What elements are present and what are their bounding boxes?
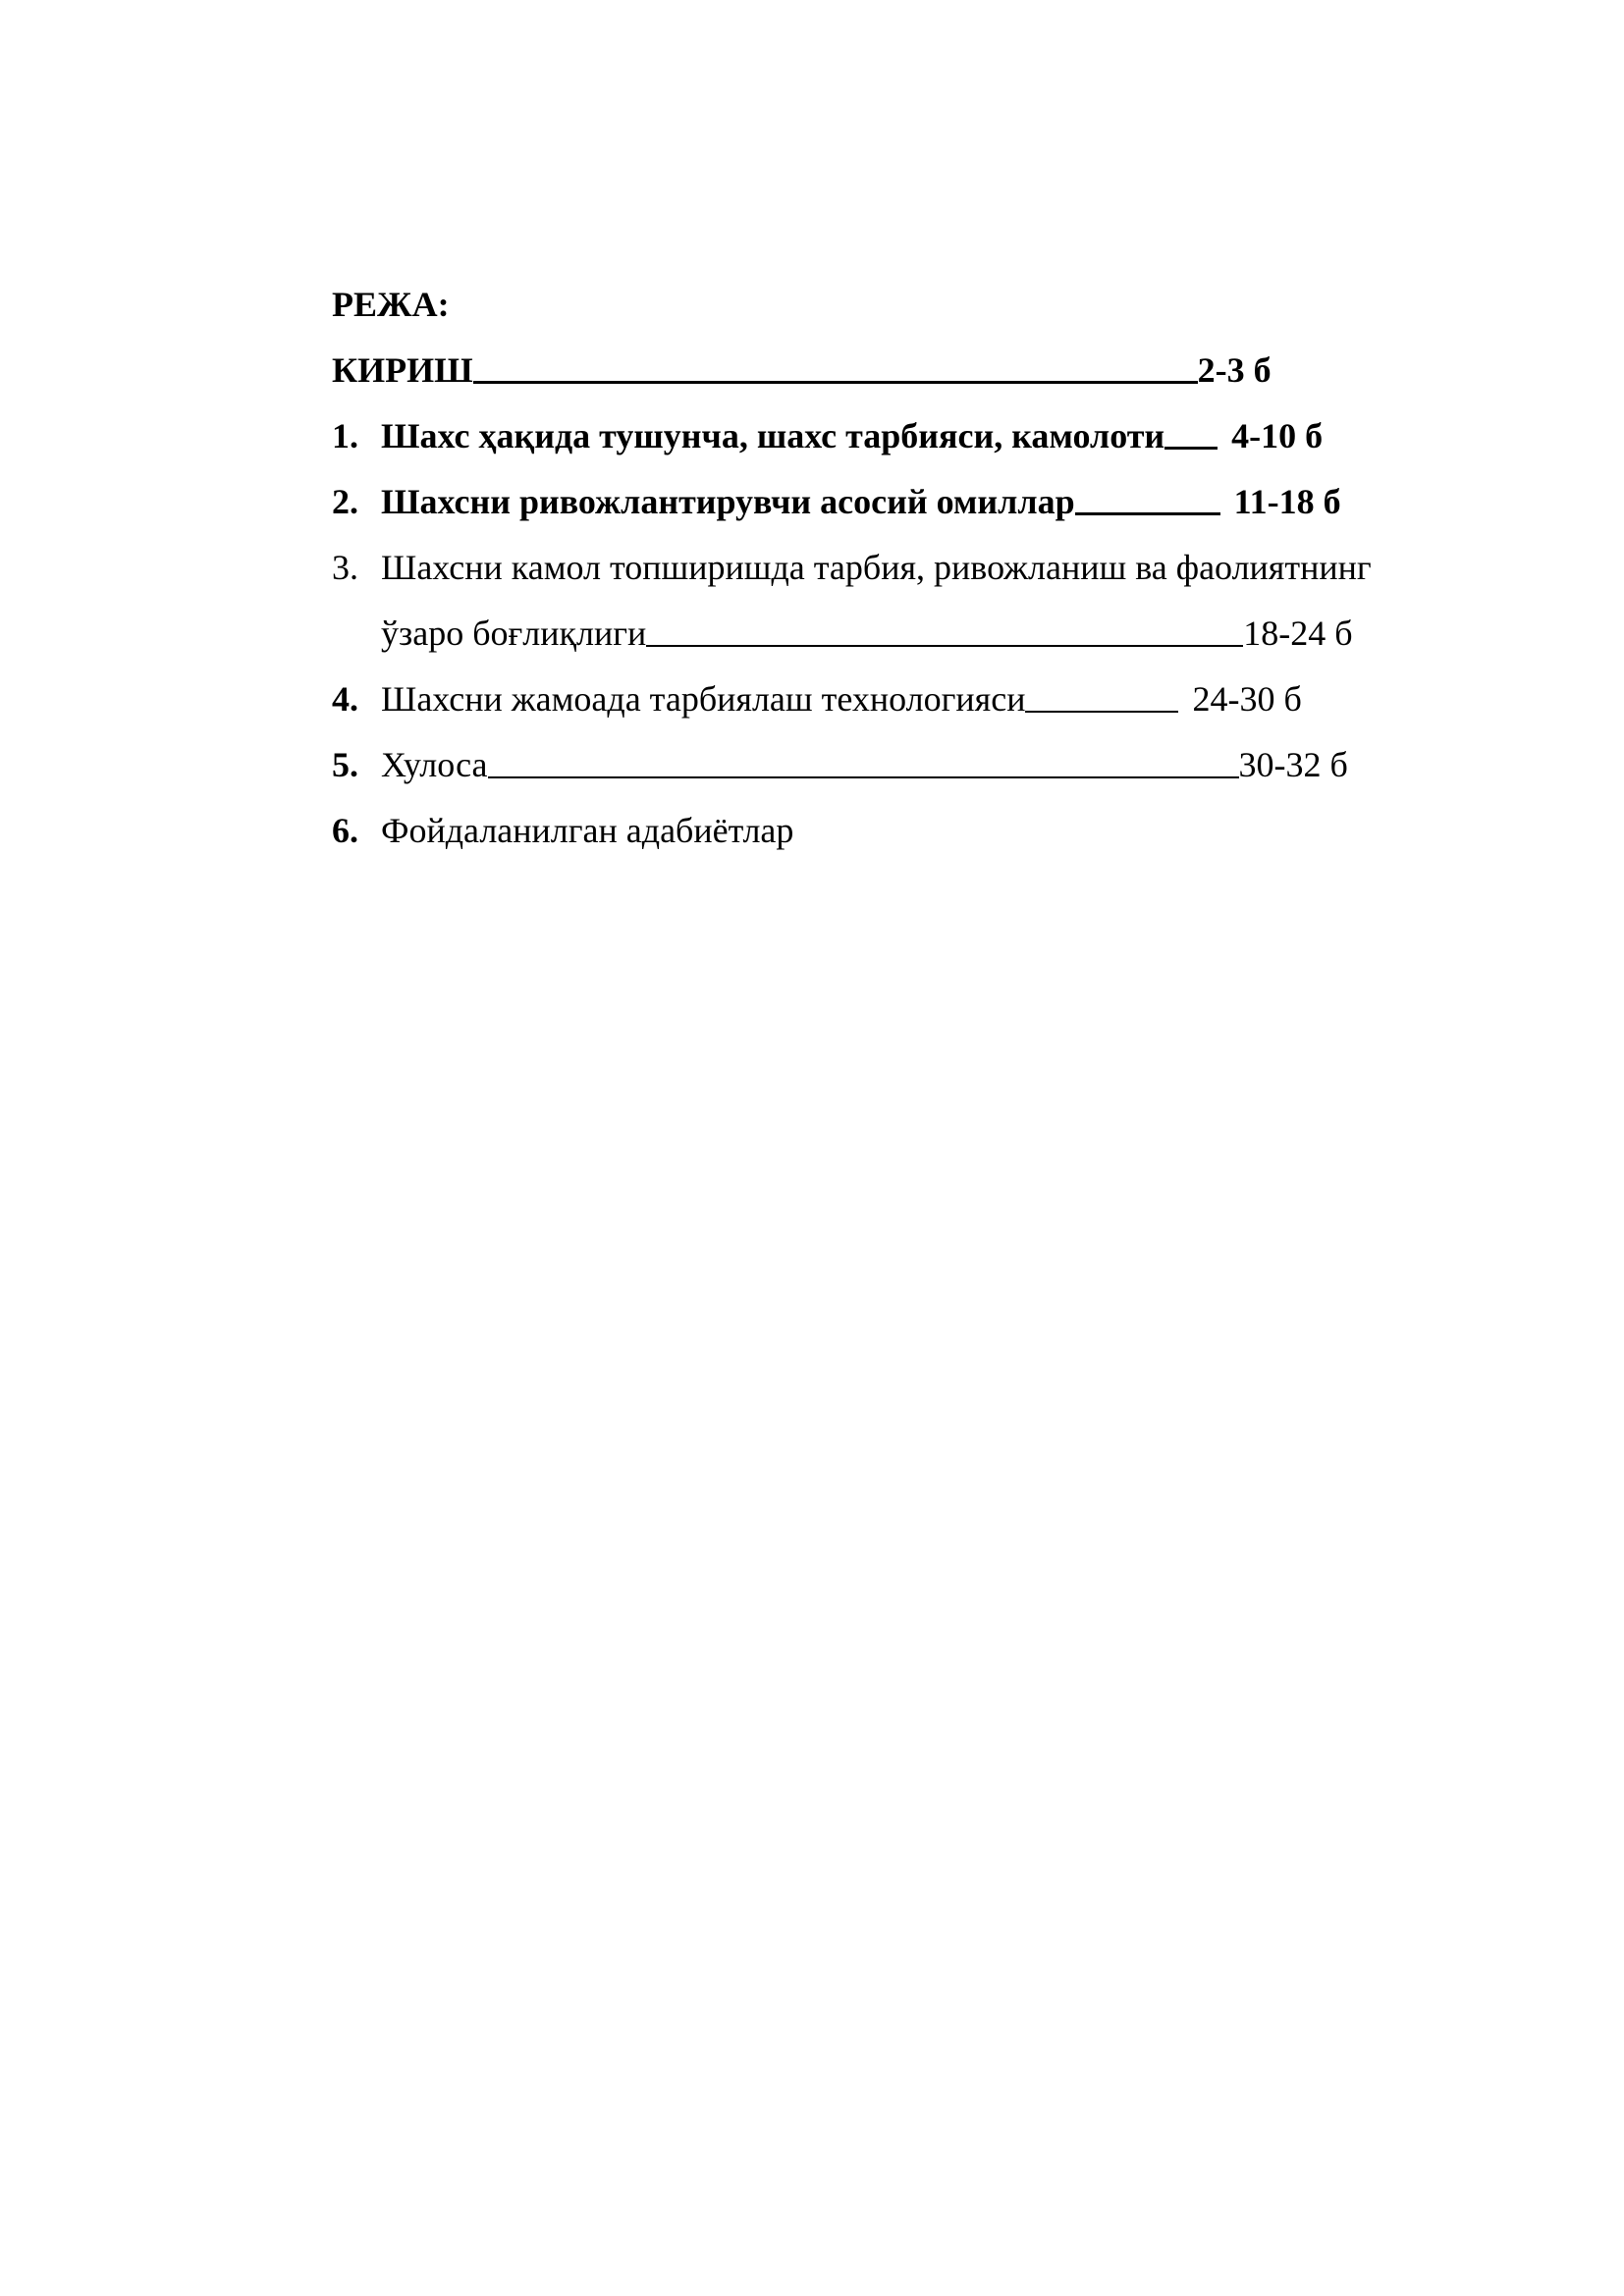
toc-entry-2 bbox=[332, 480, 1500, 523]
toc-entry-pages: 24-30 б bbox=[1192, 679, 1302, 719]
toc-entry-number: 4. bbox=[332, 679, 358, 719]
table-of-contents bbox=[332, 283, 1500, 875]
toc-entry-number: 6. bbox=[332, 811, 358, 850]
toc-entry-pages: 11-18 б bbox=[1233, 482, 1341, 521]
toc-entry-3 bbox=[332, 546, 1500, 589]
plan-title: РЕЖА: bbox=[332, 285, 450, 324]
toc-entry-number: 1. bbox=[332, 416, 358, 455]
toc-entry-pages: 18-24 б bbox=[1243, 614, 1353, 653]
toc-entry-label: Шахсни ривожлантирувчи асосий омиллар bbox=[381, 482, 1075, 521]
toc-entry-label: Хулоса bbox=[381, 745, 488, 784]
toc-entry-1 bbox=[332, 414, 1500, 457]
toc-entry-3-continuation bbox=[332, 612, 1500, 655]
toc-entry-label: Шахсни камол топширишда тарбия, ривожланиш ва фаолиятнинг bbox=[381, 548, 1372, 587]
leader-line bbox=[1164, 447, 1218, 450]
toc-entry-pages: 2-3 б bbox=[1197, 350, 1272, 390]
toc-entry-number: 3. bbox=[332, 548, 358, 587]
toc-entry-pages: 30-32 б bbox=[1238, 745, 1348, 784]
toc-entry-4 bbox=[332, 677, 1500, 721]
toc-entry-label-continuation: ўзаро боғлиқлиги bbox=[381, 614, 647, 653]
toc-entry-label: Шахсни жамоада тарбиялаш технологияси bbox=[381, 679, 1026, 719]
leader-line bbox=[646, 645, 1243, 647]
leader-line bbox=[1075, 512, 1220, 515]
leader-line bbox=[473, 381, 1198, 384]
leader-line bbox=[488, 776, 1239, 778]
toc-entry-number: 5. bbox=[332, 745, 358, 784]
toc-entry-label: КИРИШ bbox=[332, 350, 473, 390]
toc-entry-pages: 4-10 б bbox=[1231, 416, 1324, 455]
toc-entry-6 bbox=[332, 809, 1500, 852]
toc-entry-number: 2. bbox=[332, 482, 358, 521]
toc-entry-label: Шахс ҳақида тушунча, шахс тарбияси, камолоти bbox=[381, 416, 1165, 455]
toc-entry-intro bbox=[332, 348, 1500, 392]
toc-entry-5 bbox=[332, 743, 1500, 786]
toc-entry-label: Фойдаланилган адабиётлар bbox=[381, 811, 794, 850]
leader-line bbox=[1025, 711, 1178, 713]
